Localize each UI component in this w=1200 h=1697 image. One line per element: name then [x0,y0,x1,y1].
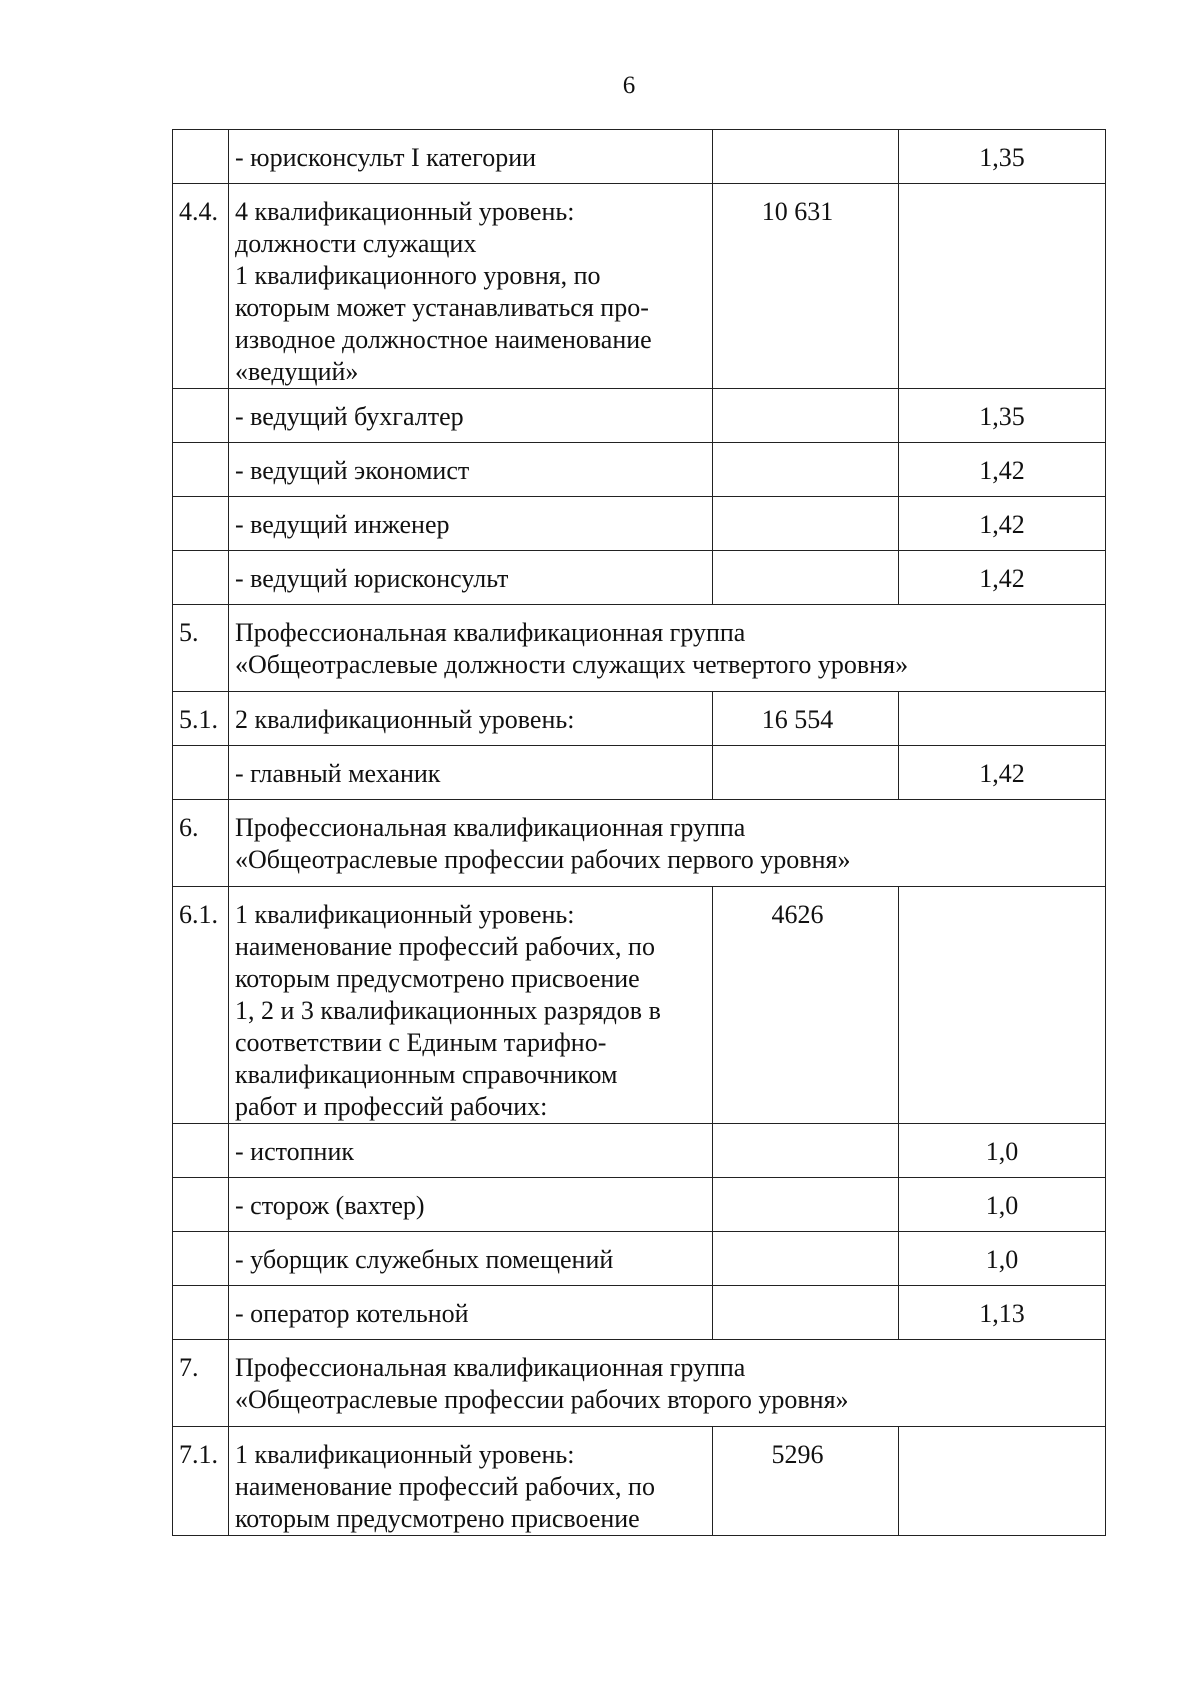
row-number-cell [173,746,229,800]
row-number: 5.1. [179,705,218,734]
position-name-line: «Общеотраслевые профессии рабочих второго уровня» [235,1385,849,1414]
coefficient-cell [899,184,1106,389]
position-name-line: изводное должностное наименование [235,325,652,354]
base-salary-cell [713,746,899,800]
base-salary-cell [713,1427,899,1536]
position-name-cell [229,1178,713,1232]
base-salary-cell [713,1124,899,1178]
coefficient-cell [899,1178,1106,1232]
position-name-cell [229,1124,713,1178]
base-salary-cell [713,389,899,443]
base-salary-cell [713,1232,899,1286]
base-salary-cell [713,184,899,389]
table-row [173,184,1106,389]
position-name-line: - ведущий инженер [235,510,450,539]
row-number-cell [173,184,229,389]
position-name-line: - истопник [235,1137,355,1166]
table-row [173,1124,1106,1178]
row-number: 7. [179,1353,199,1382]
table-row [173,551,1106,605]
coefficient-value: 1,0 [985,1245,1019,1274]
position-name-line: должности служащих [235,229,477,258]
position-name-cell [229,1286,713,1340]
table-row [173,1286,1106,1340]
base-salary-value: 4626 [771,900,824,929]
table-row [173,497,1106,551]
base-salary-cell [713,551,899,605]
row-number: 7.1. [179,1440,218,1469]
base-salary-cell [713,443,899,497]
position-name-cell [229,551,713,605]
coefficient-cell [899,130,1106,184]
row-number: 6.1. [179,900,218,929]
position-name-cell [229,1232,713,1286]
position-name-cell [229,130,713,184]
position-name-line: наименование профессий рабочих, по [235,1472,655,1501]
position-name-line: наименование профессий рабочих, по [235,932,655,961]
table-row [173,1340,1106,1427]
position-name-line: - оператор котельной [235,1299,469,1328]
position-name-line: - главный механик [235,759,441,788]
coefficient-value: 1,42 [979,510,1025,539]
row-number-cell [173,497,229,551]
position-name-line: Профессиональная квалификационная группа [235,813,746,842]
position-name-cell [229,184,713,389]
coefficient-cell [899,887,1106,1124]
position-name-cell [229,443,713,497]
coefficient-value: 1,42 [979,759,1025,788]
position-name-line: которым предусмотрено присвоение [235,964,640,993]
table-row [173,887,1106,1124]
row-number-cell [173,130,229,184]
position-name-line: 1 квалификационного уровня, по [235,261,601,290]
position-name-cell [229,746,713,800]
salary-table-body [173,130,1106,1536]
coefficient-cell [899,443,1106,497]
position-name-line: Профессиональная квалификационная группа [235,618,746,647]
row-number-cell [173,1178,229,1232]
row-number-cell [173,887,229,1124]
base-salary-cell [713,1286,899,1340]
position-name-cell [229,389,713,443]
position-name-cell [229,1427,713,1536]
base-salary-cell [713,130,899,184]
base-salary-cell [713,497,899,551]
page-number: 6 [622,72,636,99]
position-name-cell [229,1340,1106,1427]
base-salary-cell [713,887,899,1124]
salary-table [172,129,1106,1536]
base-salary-value: 5296 [771,1440,824,1469]
base-salary-cell [713,692,899,746]
coefficient-cell [899,692,1106,746]
row-number: 4.4. [179,197,218,226]
row-number-cell [173,1232,229,1286]
position-name-line: Профессиональная квалификационная группа [235,1353,746,1382]
coefficient-value: 1,42 [979,456,1025,485]
coefficient-cell [899,1427,1106,1536]
row-number-cell [173,692,229,746]
row-number-cell [173,1340,229,1427]
position-name-line: «Общеотраслевые должности служащих четвертого уровня» [235,650,909,679]
table-row [173,1178,1106,1232]
position-name-line: - ведущий бухгалтер [235,402,464,431]
coefficient-value: 1,35 [979,143,1025,172]
position-name-line: соответствии с Единым тарифно- [235,1028,607,1057]
base-salary-cell [713,1178,899,1232]
position-name-line: - уборщик служебных помещений [235,1245,614,1274]
position-name-line: - ведущий экономист [235,456,470,485]
row-number-cell [173,443,229,497]
position-name-cell [229,692,713,746]
coefficient-value: 1,0 [985,1137,1019,1166]
coefficient-value: 1,35 [979,402,1025,431]
row-number-cell [173,800,229,887]
base-salary-value: 10 631 [761,197,834,226]
row-number: 5. [179,618,199,647]
table-row [173,443,1106,497]
position-name-line: - сторож (вахтер) [235,1191,425,1220]
row-number-cell [173,1427,229,1536]
coefficient-cell [899,551,1106,605]
coefficient-cell [899,1124,1106,1178]
coefficient-cell [899,497,1106,551]
position-name-cell [229,887,713,1124]
coefficient-cell [899,1286,1106,1340]
position-name-line: которым предусмотрено присвоение [235,1504,640,1533]
table-row [173,1232,1106,1286]
row-number: 6. [179,813,199,842]
position-name-cell [229,605,1106,692]
position-name-line: «ведущий» [235,357,359,386]
position-name-line: - ведущий юрисконсульт [235,564,509,593]
position-name-line: 2 квалификационный уровень: [235,705,575,734]
coefficient-value: 1,13 [979,1299,1025,1328]
row-number-cell [173,389,229,443]
row-number-cell [173,605,229,692]
position-name-line: 1 квалификационный уровень: [235,900,575,929]
row-number-cell [173,1286,229,1340]
position-name-line: работ и профессий рабочих: [235,1092,548,1121]
table-row [173,389,1106,443]
table-row [173,1427,1106,1536]
coefficient-value: 1,42 [979,564,1025,593]
coefficient-cell [899,389,1106,443]
position-name-line: которым может устанавливаться про- [235,293,649,322]
base-salary-value: 16 554 [761,705,834,734]
coefficient-value: 1,0 [985,1191,1019,1220]
position-name-line: 1, 2 и 3 квалификационных разрядов в [235,996,661,1025]
table-row [173,130,1106,184]
table-row [173,692,1106,746]
coefficient-cell [899,746,1106,800]
row-number-cell [173,551,229,605]
coefficient-cell [899,1232,1106,1286]
position-name-cell [229,800,1106,887]
table-row [173,800,1106,887]
position-name-line: 4 квалификационный уровень: [235,197,575,226]
position-name-line: квалификационным справочником [235,1060,618,1089]
position-name-line: «Общеотраслевые профессии рабочих первого уровня» [235,845,851,874]
position-name-cell [229,497,713,551]
position-name-line: - юрисконсульт I категории [235,143,537,172]
position-name-line: 1 квалификационный уровень: [235,1440,575,1469]
table-row [173,605,1106,692]
row-number-cell [173,1124,229,1178]
table-row [173,746,1106,800]
